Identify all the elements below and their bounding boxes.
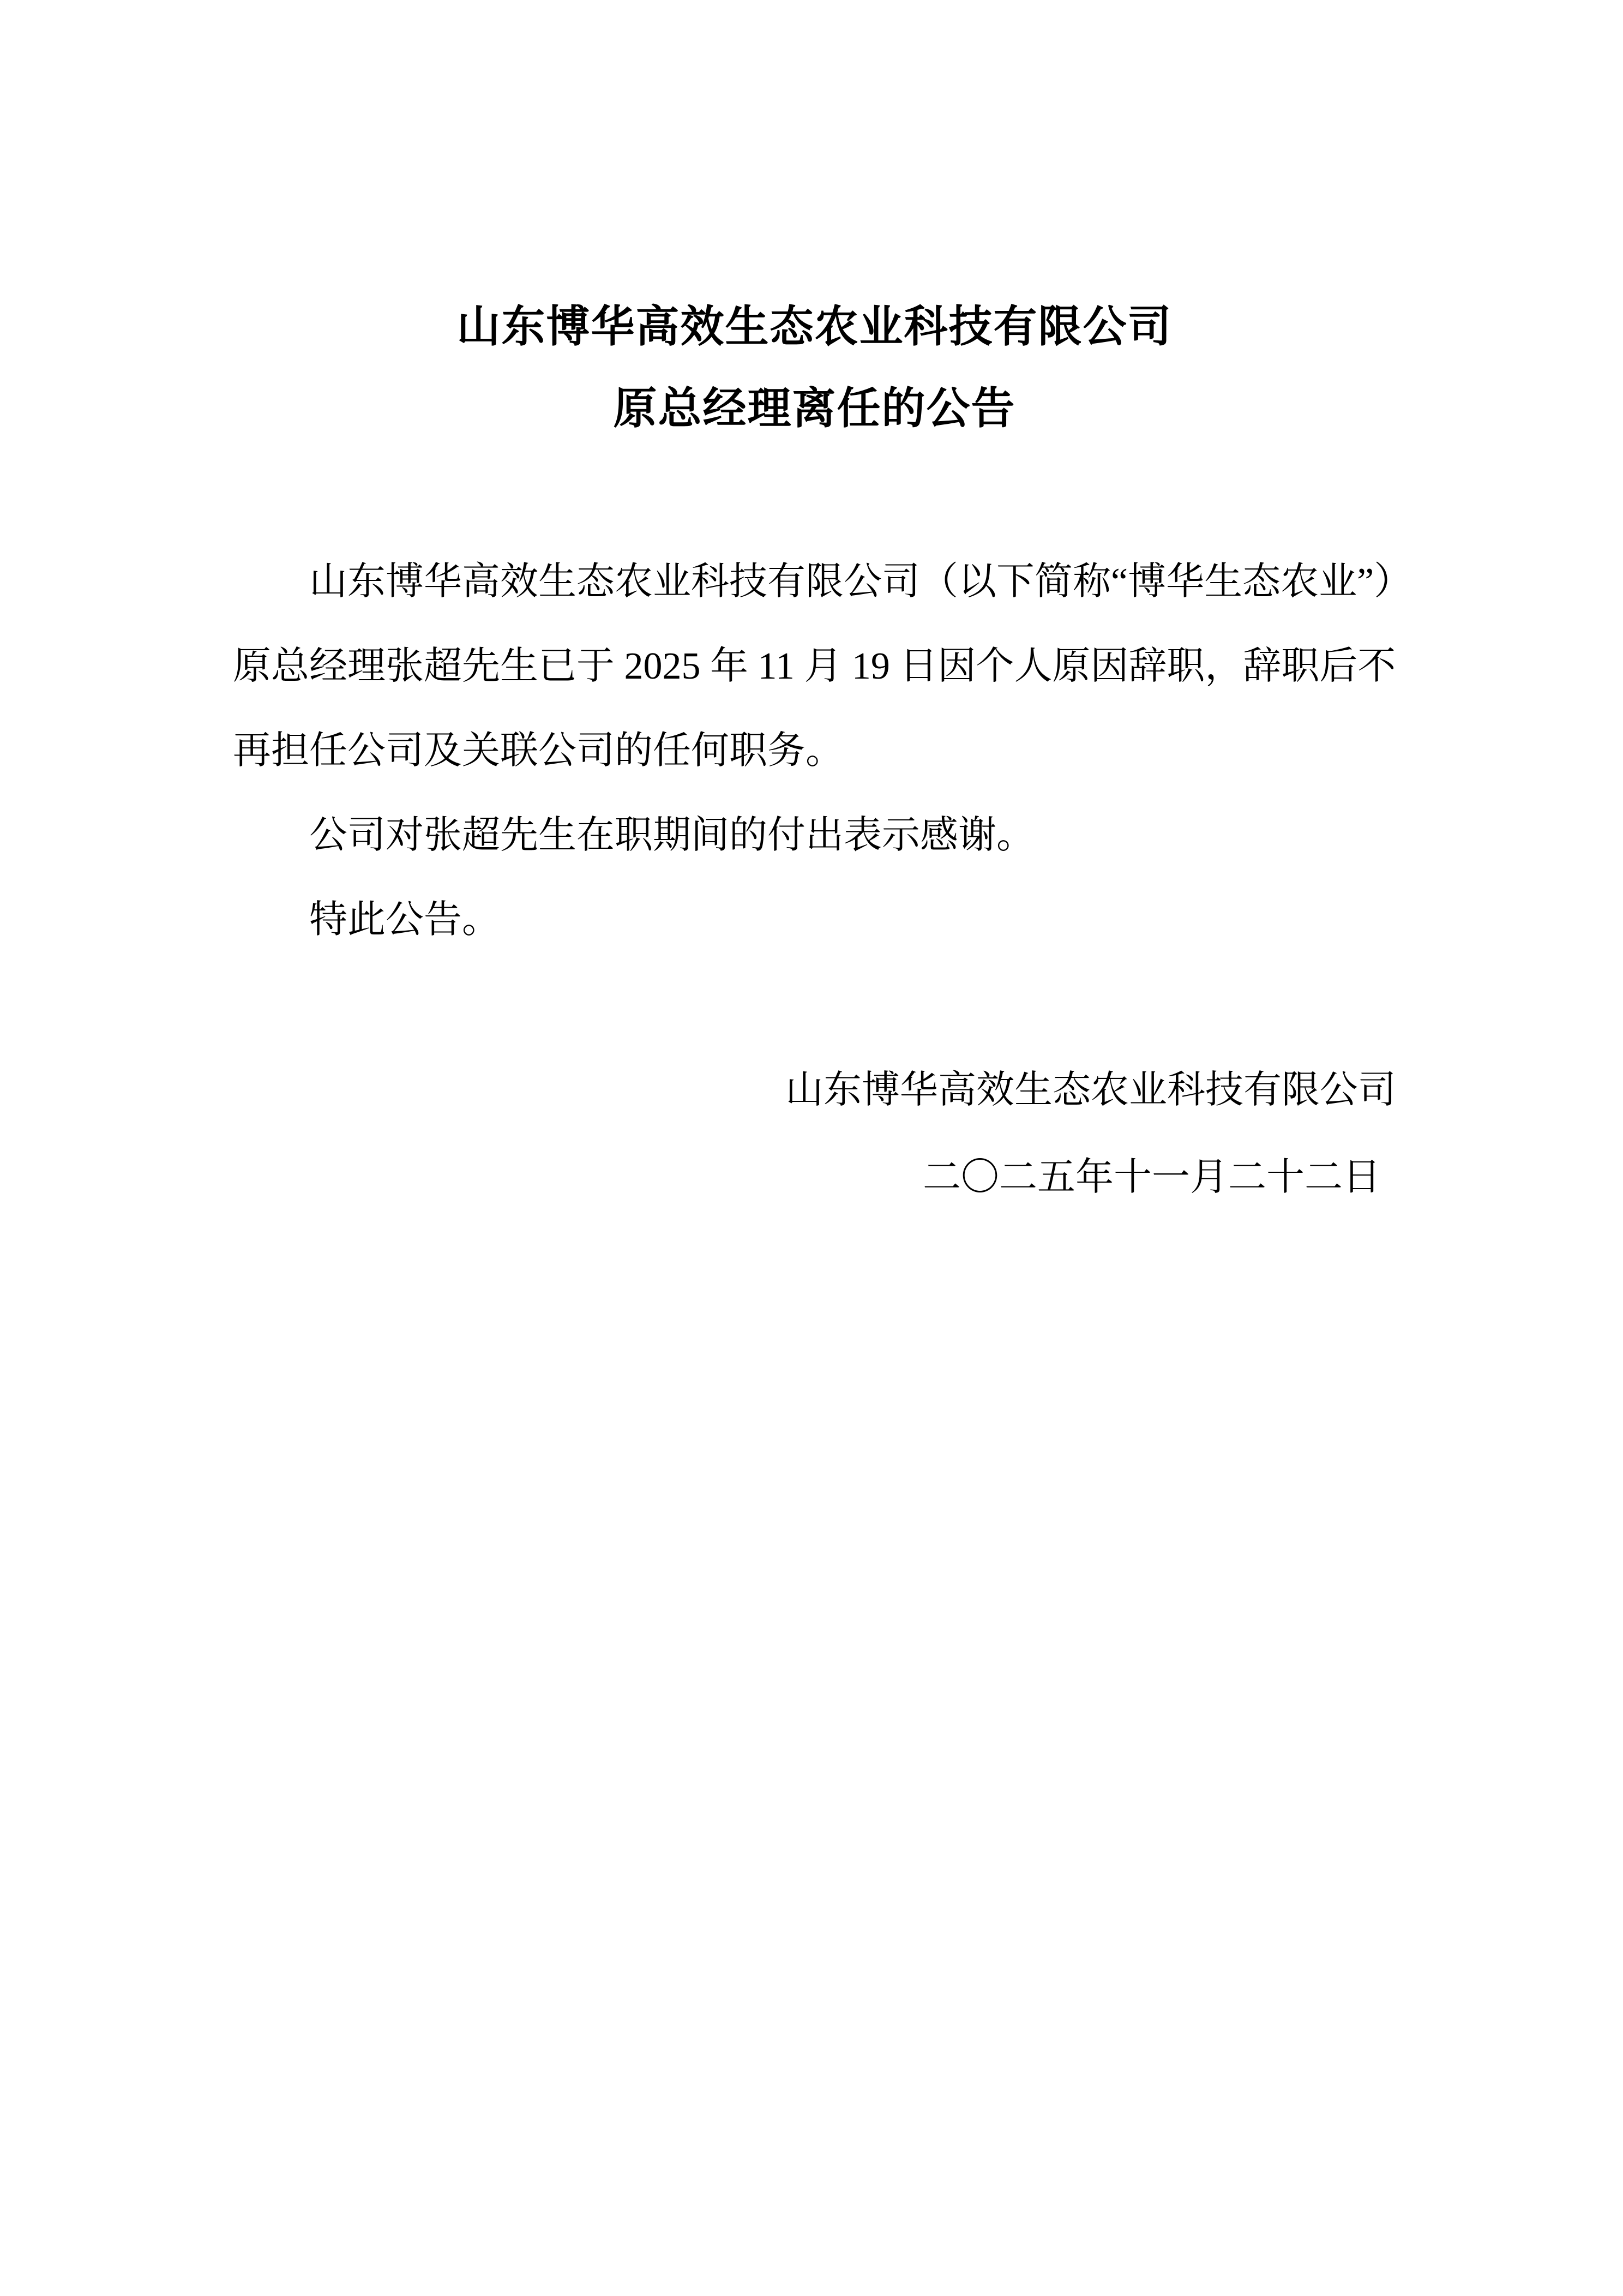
signature-date: 二〇二五年十一月二十二日	[923, 1156, 1381, 1198]
document-title-line2: 原总经理离任的公告	[613, 384, 1016, 433]
body-paragraph1-line2: 原总经理张超先生已于 2025 年 11 月 19 日因个人原因辞职，辞职后不	[233, 645, 1396, 687]
signature-company-name: 山东博华高效生态农业科技有限公司	[785, 1069, 1396, 1111]
body-paragraph1-line1: 山东博华高效生态农业科技有限公司（以下简称“博华生态农业”）	[309, 561, 1412, 603]
body-paragraph3: 特此公告。	[309, 899, 500, 941]
body-paragraph1-line3: 再担任公司及关联公司的任何职务。	[233, 730, 844, 772]
document-body	[233, 539, 1412, 962]
body-paragraph2: 公司对张超先生在职期间的付出表示感谢。	[309, 814, 1035, 856]
document-title-line1: 山东博华高效生态农业科技有限公司	[456, 302, 1173, 351]
signature-block	[233, 1047, 1396, 1221]
